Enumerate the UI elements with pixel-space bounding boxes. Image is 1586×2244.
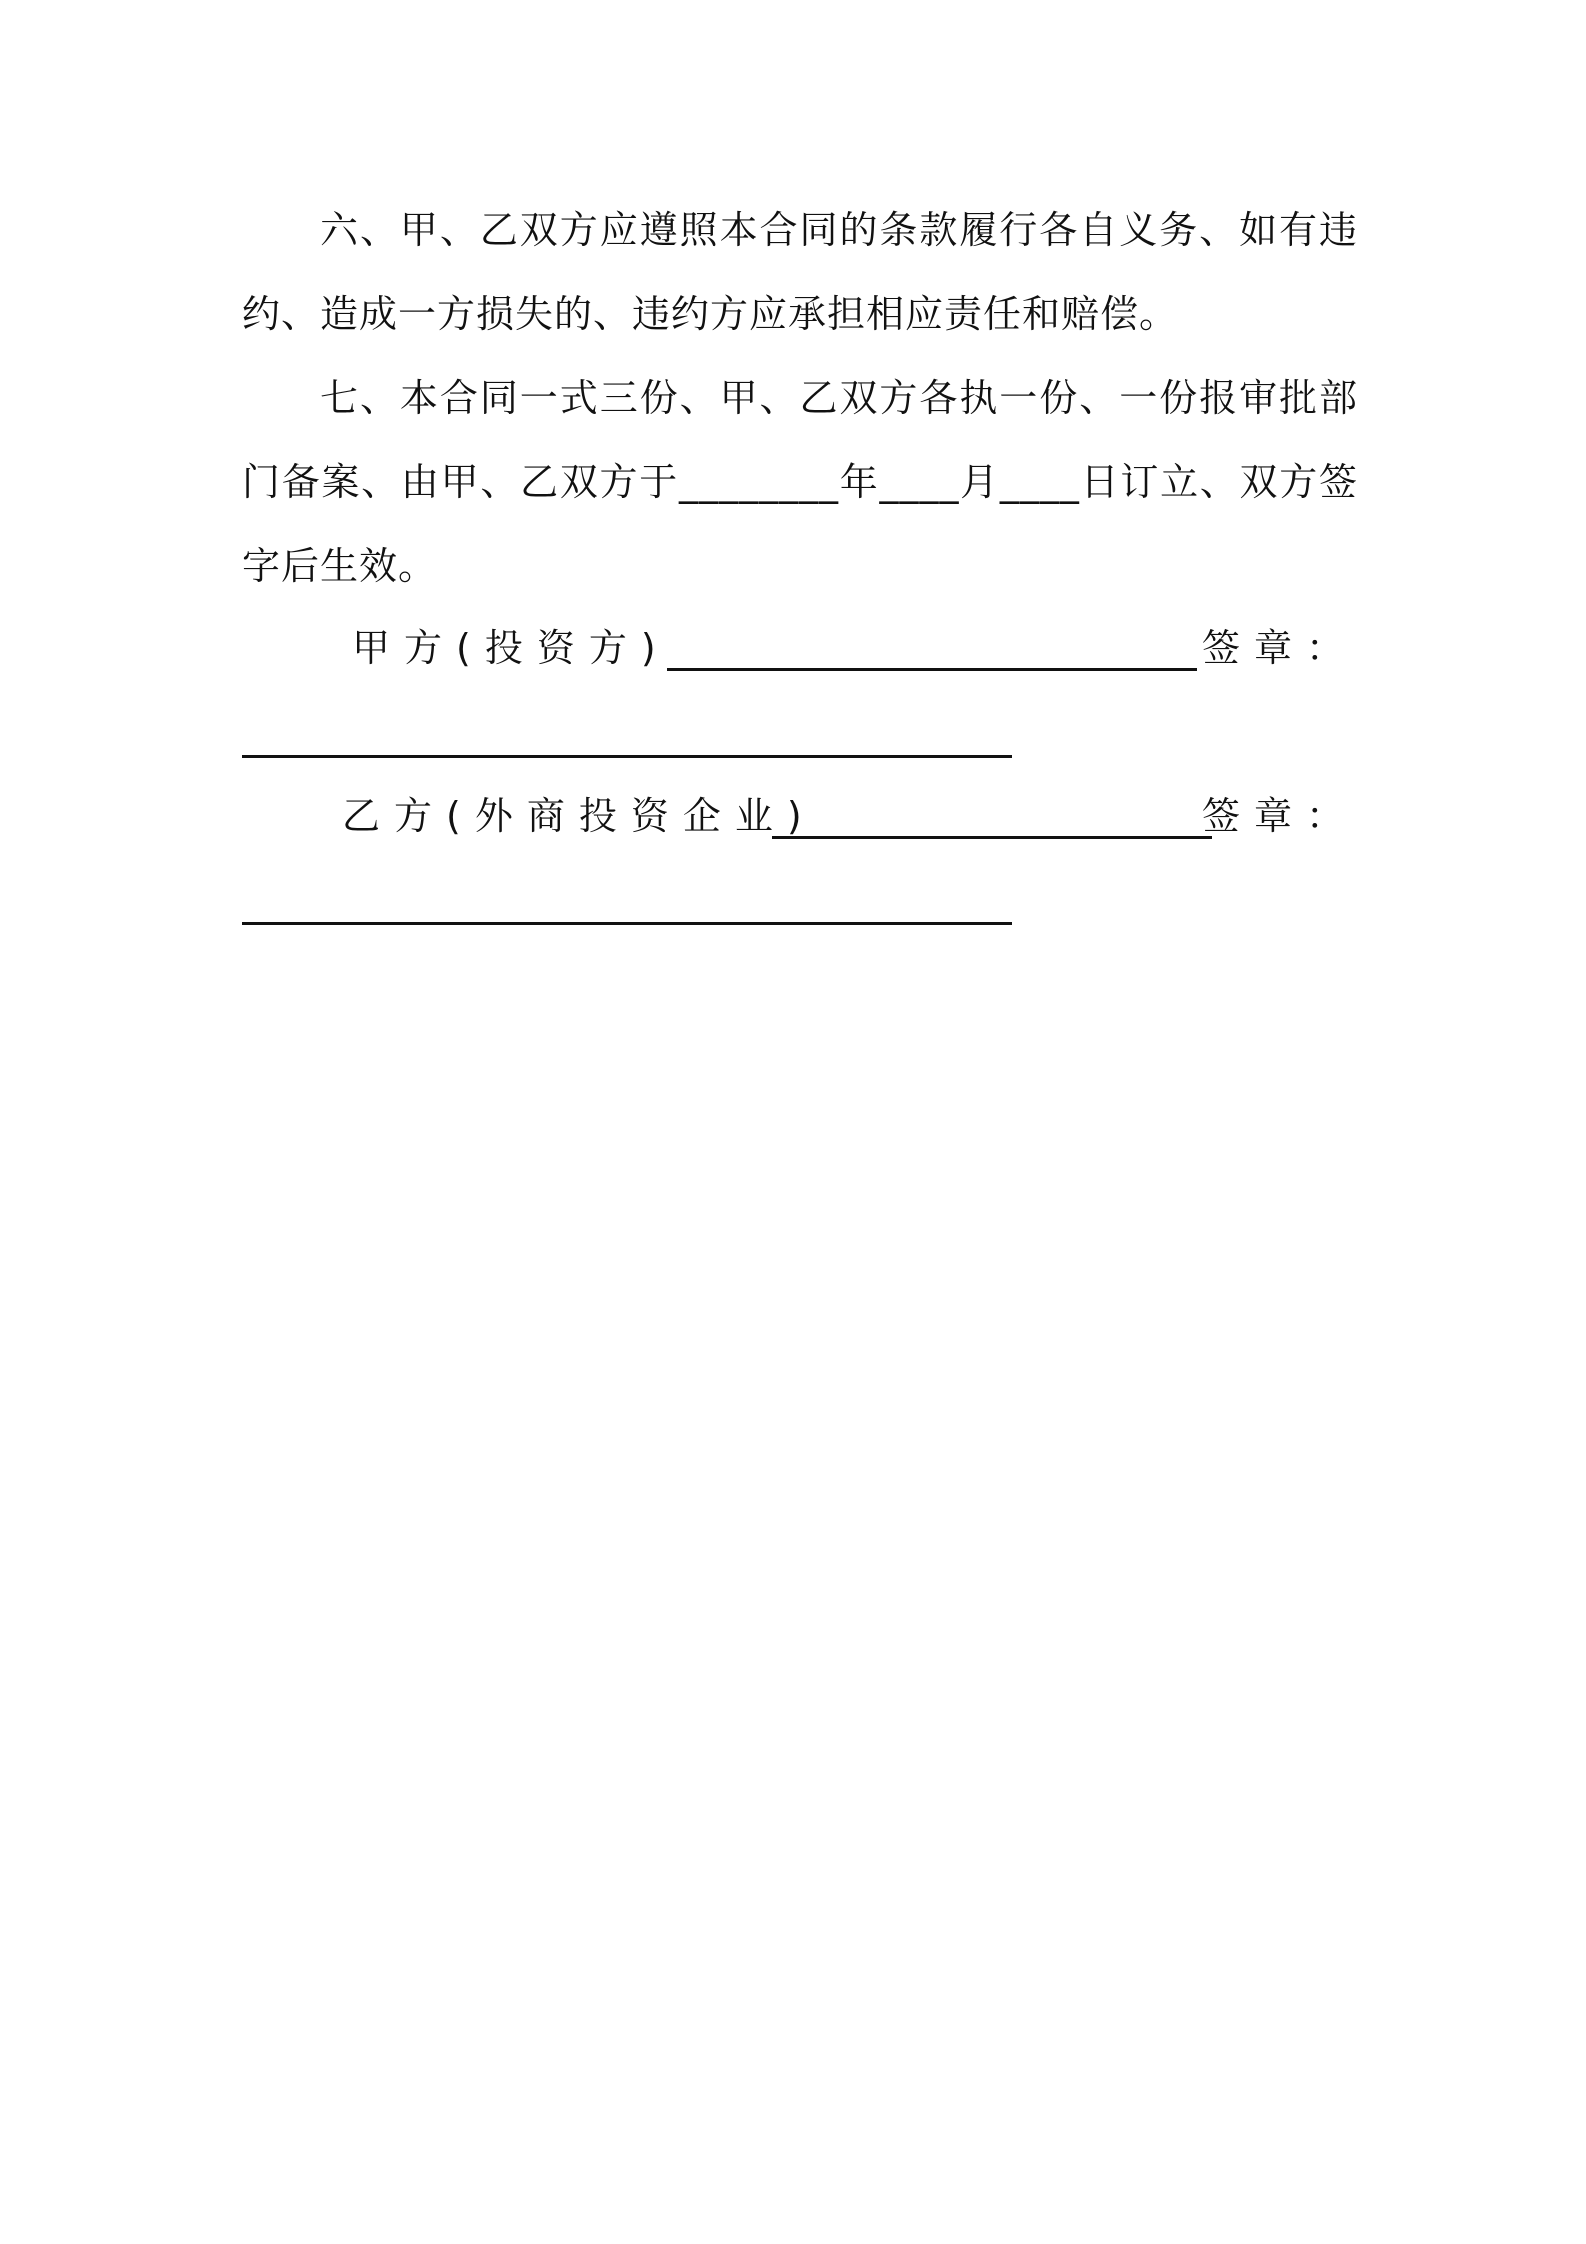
party-b-signature-row [242, 786, 1358, 846]
party-a-label: 甲方(投资方) [352, 626, 670, 670]
clause-6: 六、甲、乙双方应遵照本合同的条款履行各自义务、如有违约、造成一方损失的、违约方应承担相应责任和赔偿。 [242, 208, 1358, 336]
party-b-label: 乙方(外商投资企业) [342, 794, 816, 838]
party-a-seal-label: 签章： [1201, 626, 1358, 670]
clause-7: 七、本合同一式三份、甲、乙双方各执一份、一份报审批部门备案、由甲、乙双方于________年____月____日订立、双方签字后生效。 [242, 376, 1358, 588]
party-a-name-line [667, 668, 1197, 671]
contract-body [242, 188, 1358, 608]
party-a-signature-row [242, 618, 1358, 678]
party-b-seal-label: 签章： [1201, 794, 1358, 838]
party-a-seal-line [242, 755, 1012, 758]
party-b-seal-line [242, 922, 1012, 925]
party-b-name-line [772, 836, 1212, 839]
